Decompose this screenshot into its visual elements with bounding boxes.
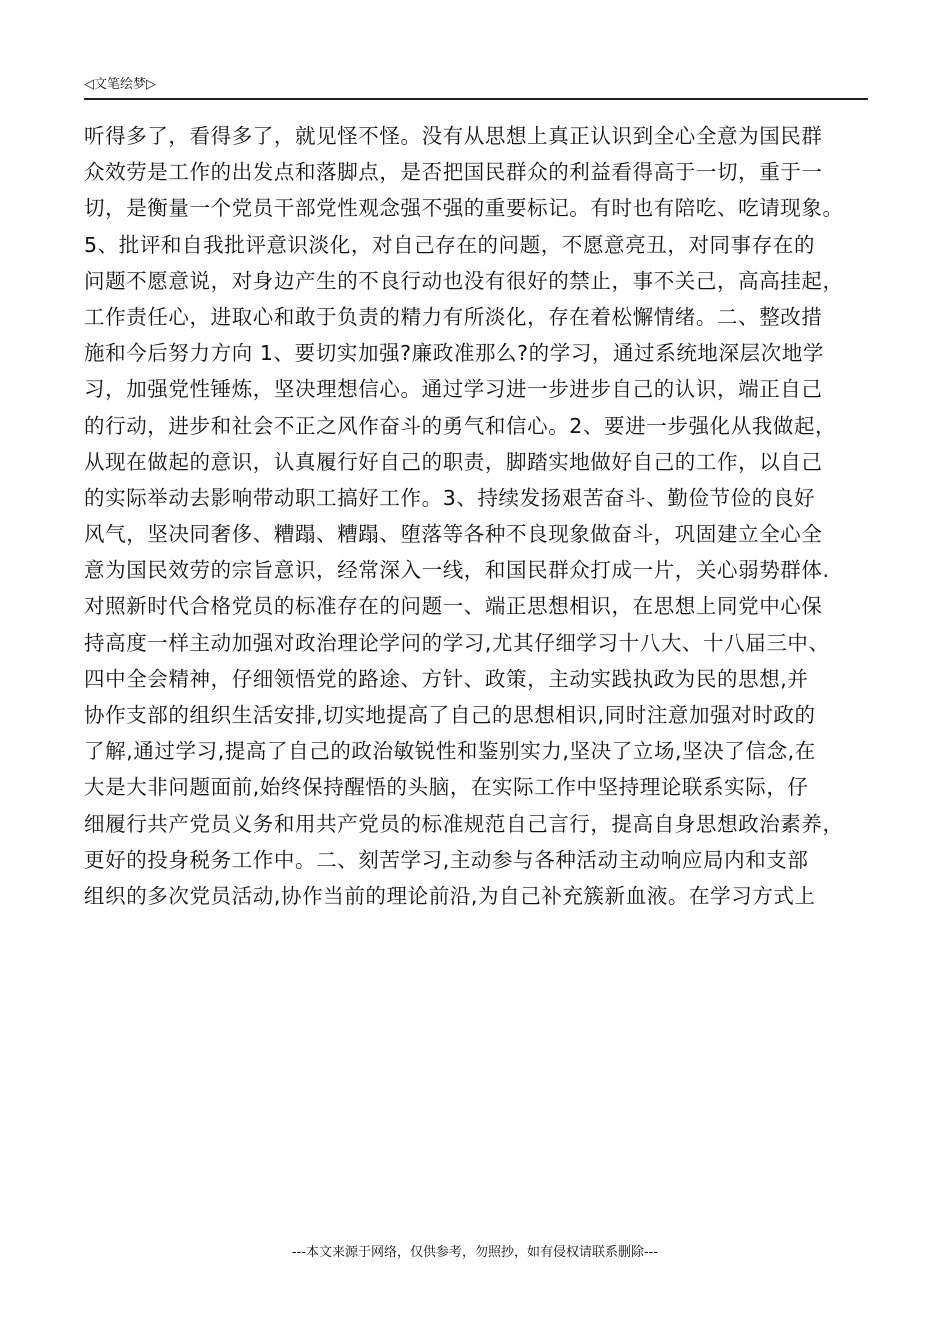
- text-line: 了解,通过学习,提高了自己的政治敏锐性和鉴别实力,坚决了立场,坚决了信念,在: [84, 739, 816, 764]
- text-line: 细履行共产党员义务和用共产党员的标准规范自己言行，提高自身思想政治素养，: [84, 811, 844, 836]
- text-line: 对照新时代合格党员的标准存在的问题一、端正思想相识，在思想上同党中心保: [84, 594, 823, 619]
- text-line: 从现在做起的意识，认真履行好自己的职责，脚踏实地做好自己的工作，以自己: [84, 449, 823, 474]
- text-line: 众效劳是工作的出发点和落脚点，是否把国民群众的利益看得高于一切，重于一: [84, 160, 823, 185]
- text-line: 风气，坚决同奢侈、糟蹋、糟蹋、堕落等各种不良现象做奋斗，巩固建立全心全: [84, 522, 823, 547]
- document-body: [84, 118, 868, 914]
- text-line: 习，加强党性锤炼，坚决理想信心。通过学习进一步进步自己的认识，端正自己: [84, 377, 823, 402]
- text-line: 的实际举动去影响带动职工搞好工作。3、持续发扬艰苦奋斗、勤俭节俭的良好: [84, 485, 816, 510]
- text-line: 的行动，进步和社会不正之风作奋斗的勇气和信心。2、要进一步强化从我做起，: [84, 413, 837, 438]
- text-line: 组织的多次党员活动,协作当前的理论前沿,为自己补充簇新血液。在学习方式上: [84, 883, 816, 908]
- page-footer: [0, 1244, 950, 1262]
- text-line: 切，是衡量一个党员干部党性观念强不强的重要标记。有时也有陪吃、吃请现象。: [84, 196, 844, 221]
- page-header: [84, 74, 868, 100]
- text-line: 持高度一样主动加强对政治理论学问的学习,尤其仔细学习十八大、十八届三中、: [84, 630, 830, 655]
- text-line: 工作责任心，进取心和敢于负责的精力有所淡化，存在着松懈情绪。二、整改措: [84, 304, 823, 329]
- header-brand-mark: ◁文笔绘梦▷: [84, 77, 156, 92]
- text-line: 更好的投身税务工作中。二、刻苦学习,主动参与各种活动主动响应局内和支部: [84, 847, 809, 872]
- text-line: 意为国民效劳的宗旨意识，经常深入一线，和国民群众打成一片，关心弱势群体.: [84, 558, 830, 583]
- footer-disclaimer: ---本文来源于网络，仅供参考，勿照抄，如有侵权请联系删除---: [291, 1245, 659, 1260]
- text-line: 施和今后努力方向 1、要切实加强?廉政准那么?的学习，通过系统地深层次地学: [84, 341, 825, 366]
- text-line: 5、批评和自我批评意识淡化，对自己存在的问题，不愿意亮丑，对同事存在的: [84, 232, 816, 257]
- text-line: 大是大非问题面前,始终保持醒悟的头脑，在实际工作中坚持理论联系实际，仔: [84, 775, 809, 800]
- text-line: 四中全会精神，仔细领悟党的路途、方针、政策，主动实践执政为民的思想,并: [84, 666, 809, 691]
- text-line: 问题不愿意说，对身边产生的不良行动也没有很好的禁止，事不关己，高高挂起，: [84, 268, 844, 293]
- text-line: 协作支部的组织生活安排,切实地提高了自己的思想相识,同时注意加强对时政的: [84, 703, 816, 727]
- text-line: 听得多了，看得多了，就见怪不怪。没有从思想上真正认识到全心全意为国民群: [84, 124, 823, 148]
